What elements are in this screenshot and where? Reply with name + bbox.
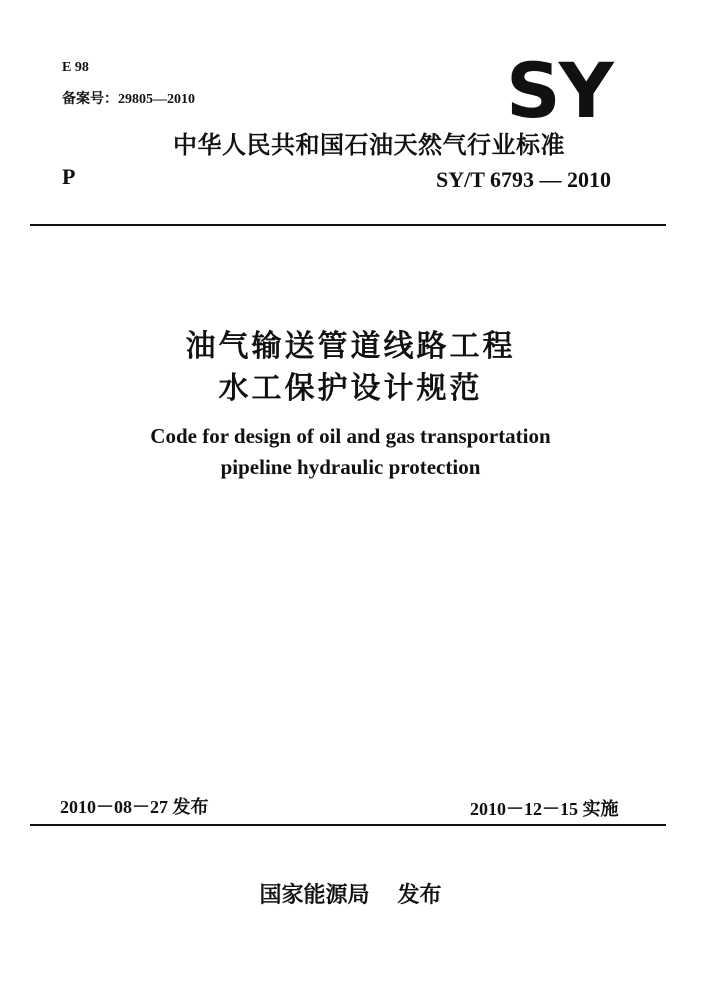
standard-number: SY/T 6793 — 2010 bbox=[436, 167, 612, 192]
sy-logo: SY bbox=[506, 46, 612, 135]
issuer bbox=[0, 878, 701, 909]
issuer-name: 国家能源局 bbox=[259, 883, 370, 908]
industry-standard-title: 中华人民共和国石油天然气行业标准 bbox=[173, 131, 565, 159]
header-divider bbox=[30, 224, 666, 226]
title-cn-line1: 油气输送管道线路工程 bbox=[185, 329, 516, 364]
issuer-action: 发布 bbox=[397, 883, 442, 908]
title-cn-line2: 水工保护设计规范 bbox=[218, 371, 483, 406]
footer-divider bbox=[30, 824, 666, 826]
publish-date: 2010－08－27 发布 bbox=[60, 797, 209, 817]
effective-date: 2010－12－15 实施 bbox=[470, 799, 619, 819]
record-number: 备案号：29805—2010 bbox=[62, 92, 195, 107]
classification-code: E 98 bbox=[62, 60, 89, 75]
title-en-line2: pipeline hydraulic protection bbox=[220, 455, 481, 479]
category-letter: P bbox=[62, 164, 76, 189]
title-en-line1: Code for design of oil and gas transportation bbox=[150, 424, 551, 448]
